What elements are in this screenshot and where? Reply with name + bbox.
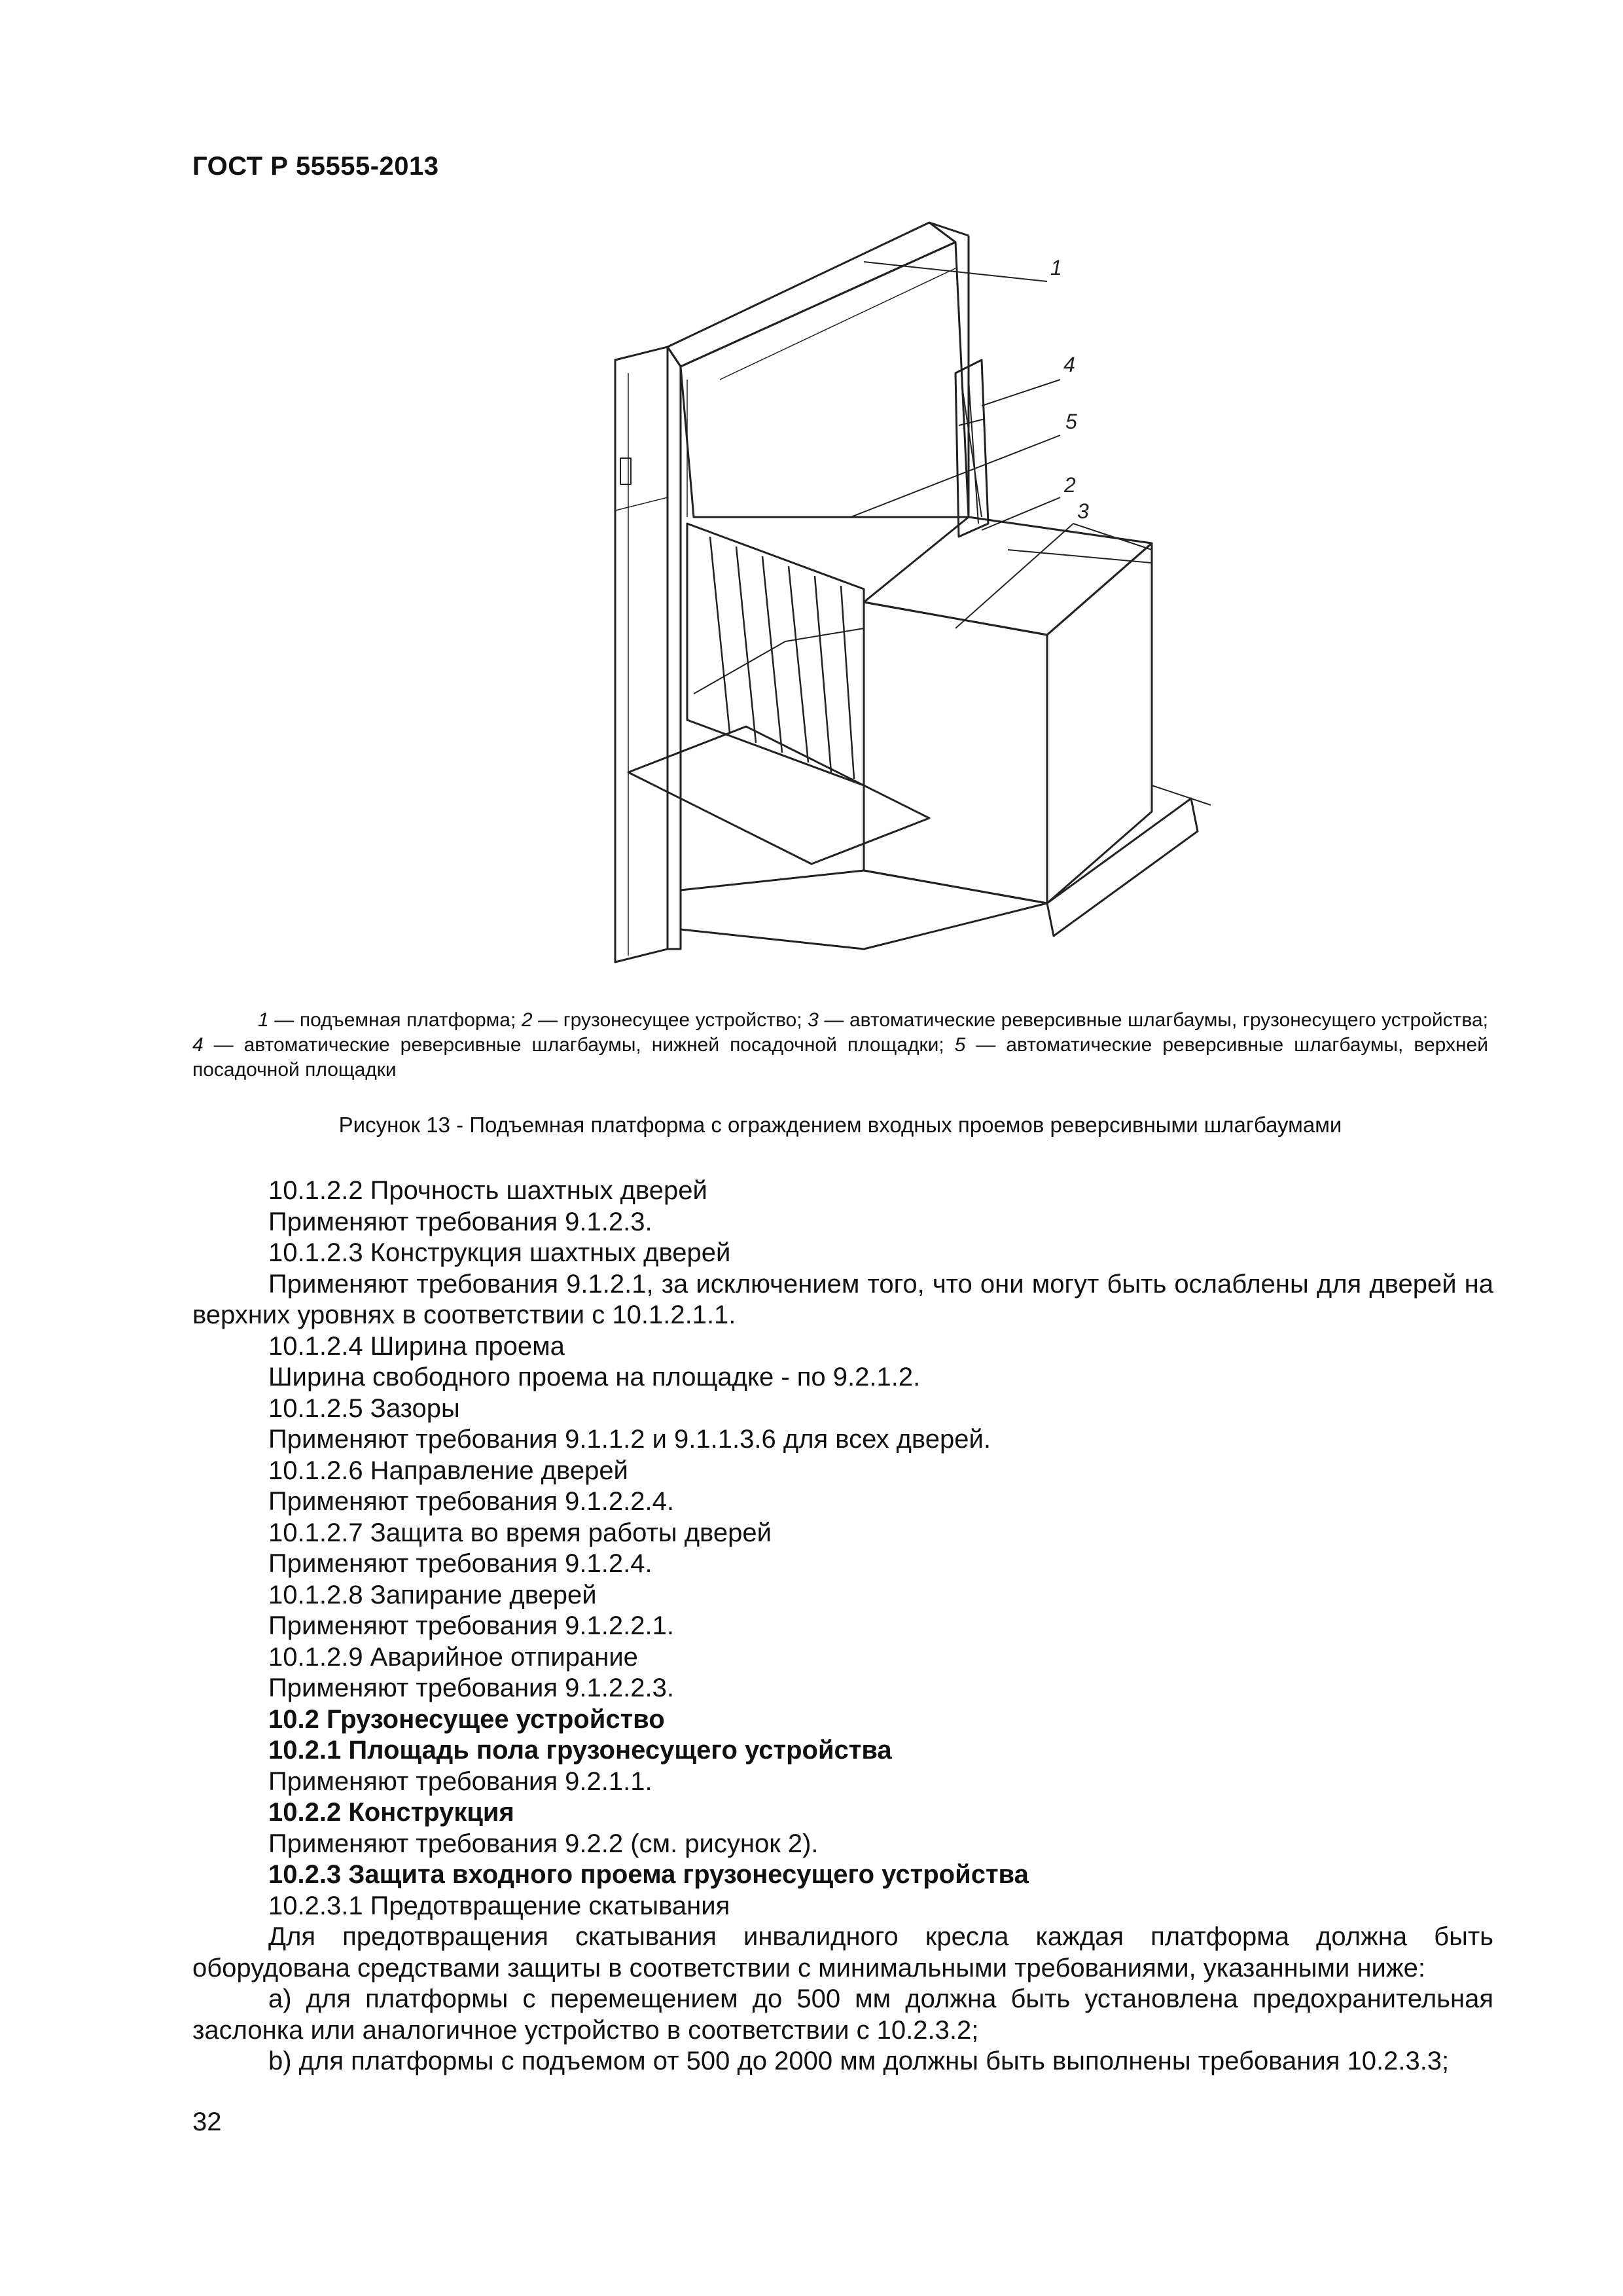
section-heading: 10.2.1 Площадь пола грузонесущего устройства — [268, 1736, 892, 1765]
callout-5: 5 — [1065, 410, 1077, 433]
paragraph: 10.2.3.1 Предотвращение скатывания — [268, 1891, 730, 1920]
body-text — [192, 1175, 1493, 2077]
legend-num-1: 1 — [258, 1009, 269, 1031]
paragraph: Применяют требования 9.1.1.2 и 9.1.1.3.6 для всех дверей. — [268, 1425, 991, 1454]
paragraph: Применяют требования 9.1.2.2.3. — [268, 1674, 674, 1702]
paragraph: 10.1.2.8 Запирание дверей — [268, 1580, 597, 1609]
paragraph: Применяют требования 9.1.2.4. — [268, 1549, 652, 1578]
paragraph: 10.1.2.9 Аварийное отпирание — [268, 1642, 638, 1672]
upper-platform — [681, 223, 969, 517]
callout-4: 4 — [1063, 353, 1075, 376]
paragraph: Применяют требования 9.1.2.2.4. — [268, 1487, 674, 1516]
legend-num-5: 5 — [954, 1034, 966, 1056]
upper-barrier — [955, 360, 988, 537]
carrier-box — [864, 517, 1152, 903]
figure-caption: Рисунок 13 - Подъемная платформа с ограждением входных проемов реверсивными шлагбаумами — [338, 1113, 1342, 1137]
callout-1: 1 — [1050, 256, 1062, 279]
callout-leaders — [851, 262, 1152, 628]
base-plate — [681, 785, 1211, 949]
ramp-flap — [628, 726, 929, 864]
figure-13-drawing — [589, 209, 1217, 1001]
paragraph: 10.1.2.2 Прочность шахтных дверей — [268, 1176, 707, 1205]
paragraph: a) для платформы с перемещением до 500 мм должна быть установлена предохранительная заслонка или аналогичное устройство в соответствии с 10.2.3.2; — [192, 1984, 1493, 2045]
paragraph: 10.1.2.6 Направление дверей — [268, 1456, 628, 1485]
paragraph: Применяют требования 9.1.2.1, за исключением того, что они могут быть ослаблены для дверей на верхних уровнях в соответствии с 10.1.2.1.1. — [192, 1269, 1493, 1329]
figure-legend — [192, 1008, 1488, 1083]
paragraph: 10.1.2.4 Ширина проема — [268, 1331, 565, 1361]
callout-2: 2 — [1064, 473, 1076, 497]
legend-text-2: — грузонесущее устройство; — [532, 1009, 808, 1031]
legend-text-5: — автоматические реверсивные шлагбаумы, верхней посадочной площадки — [192, 1034, 1488, 1081]
paragraph: Применяют требования 9.1.2.2.1. — [268, 1611, 674, 1640]
paragraph: 10.1.2.3 Конструкция шахтных дверей — [268, 1238, 731, 1267]
paragraph: 10.1.2.7 Защита во время работы дверей — [268, 1518, 772, 1547]
legend-text-4: — автоматические реверсивные шлагбаумы, нижней посадочной площадки; — [203, 1034, 955, 1056]
legend-text-1: — подъемная платформа; — [268, 1009, 522, 1031]
paragraph: Применяют требования 9.2.2 (см. рисунок 2). — [268, 1829, 819, 1858]
lower-barrier — [687, 524, 864, 785]
page-number: 32 — [192, 2108, 222, 2136]
section-heading: 10.2 Грузонесущее устройство — [268, 1704, 665, 1734]
legend-num-3: 3 — [808, 1009, 819, 1031]
legend-num-4: 4 — [192, 1034, 204, 1056]
section-heading: 10.2.3 Защита входного проема грузонесущего устройства — [268, 1860, 1029, 1889]
callout-3: 3 — [1077, 499, 1089, 523]
section-heading: 10.2.2 Конструкция — [268, 1798, 514, 1827]
paragraph: Ширина свободного проема на площадке - по 9.2.1.2. — [268, 1363, 921, 1391]
legend-text-3: — автоматические реверсивные шлагбаумы, грузонесущего устройства; — [818, 1009, 1489, 1031]
document-header: ГОСТ Р 55555-2013 — [192, 152, 439, 181]
paragraph: Для предотвращения скатывания инвалидного кресла каждая платформа должна быть оборудована средствами защиты в соответствии с минимальными требованиями, указанными ниже: — [192, 1922, 1493, 1982]
paragraph: 10.1.2.5 Зазоры — [268, 1393, 460, 1423]
paragraph: Применяют требования 9.1.2.3. — [268, 1207, 652, 1236]
legend-num-2: 2 — [521, 1009, 533, 1031]
paragraph: b) для платформы с подъемом от 500 до 2000 мм должны быть выполнены требования 10.2.3.3; — [268, 2047, 1450, 2075]
paragraph: Применяют требования 9.2.1.1. — [268, 1767, 652, 1796]
